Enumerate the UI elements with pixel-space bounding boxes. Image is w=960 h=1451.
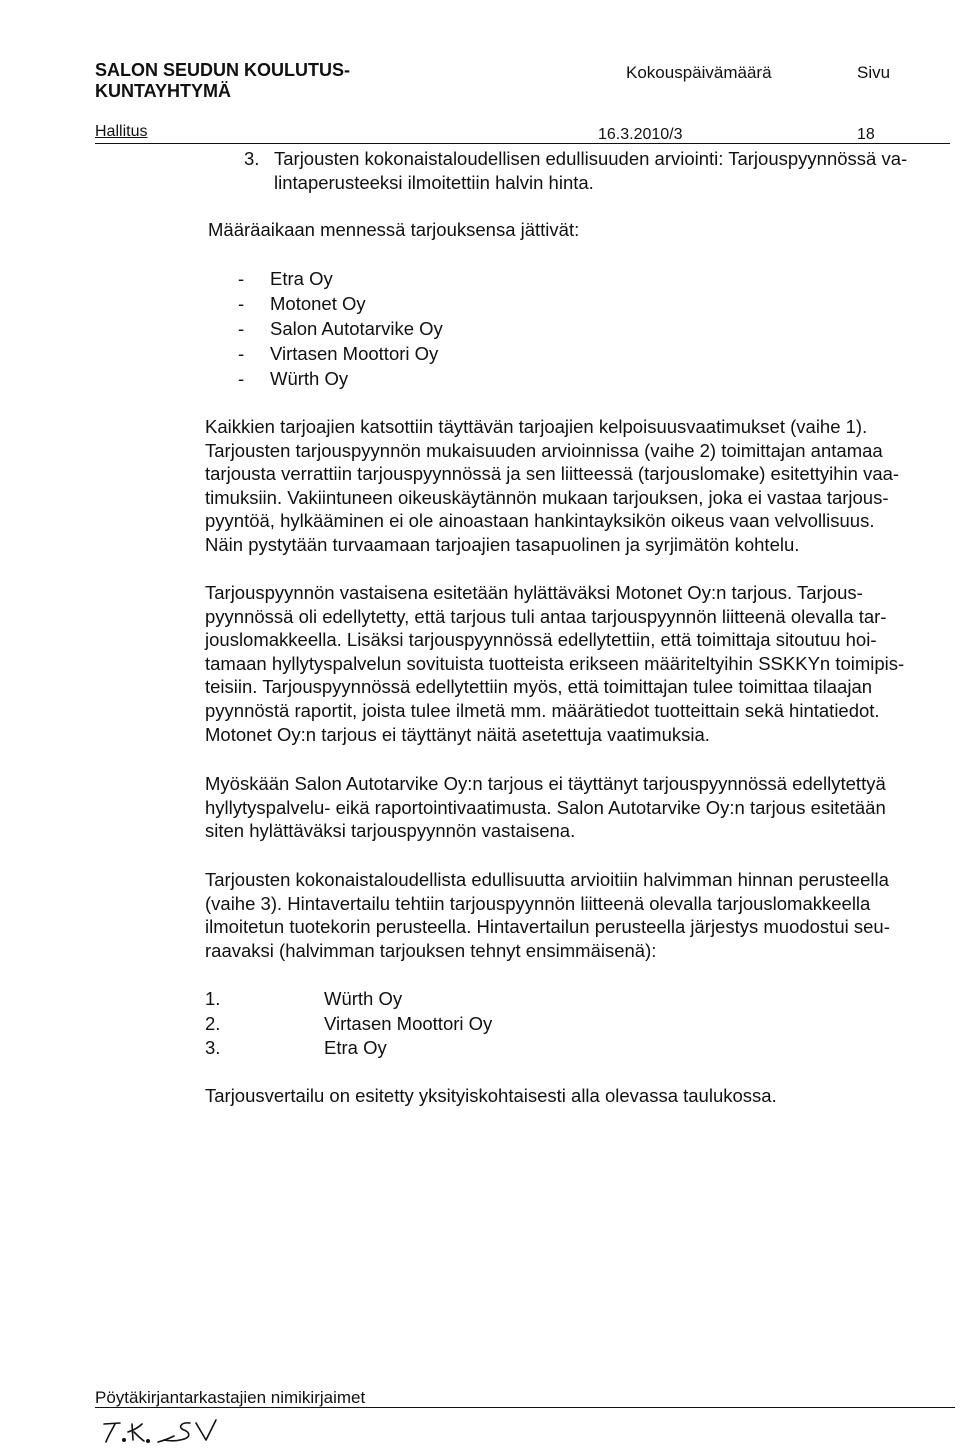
ranking-name: Etra Oy bbox=[324, 1037, 387, 1058]
text-line: hyllytyspalvelu- eikä raportointivaatimusta. Salon Autotarvike Oy:n tarjous esitetään bbox=[205, 796, 886, 818]
organization-name-line1: SALON SEUDUN KOULUTUS- bbox=[95, 60, 350, 80]
initials-signature-icon bbox=[100, 1418, 260, 1446]
text-line: Tarjousten tarjouspyynnön mukaisuuden arvioinnissa (vaihe 2) toimittajan antamaa bbox=[205, 439, 883, 461]
handwritten-initials bbox=[100, 1418, 260, 1451]
ranking-item bbox=[205, 987, 492, 1012]
price-comparison-paragraph bbox=[205, 868, 890, 962]
bidder-name: Salon Autotarvike Oy bbox=[270, 318, 443, 339]
header-rule bbox=[95, 143, 950, 144]
ranking-number: 2. bbox=[205, 1012, 221, 1034]
ranking-list bbox=[205, 987, 492, 1061]
text-line: Myöskään Salon Autotarvike Oy:n tarjous ei täyttänyt tarjouspyynnössä edellytettyä bbox=[205, 773, 886, 794]
bidder-list bbox=[222, 266, 443, 391]
governing-body: Hallitus bbox=[95, 123, 148, 140]
footer-rule bbox=[95, 1407, 955, 1408]
bidder-name: Motonet Oy bbox=[270, 293, 366, 314]
list-dash: - bbox=[238, 343, 245, 364]
rejection-salon-paragraph bbox=[205, 772, 886, 843]
text-line: Tarjouspyynnön vastaisena esitetään hylättäväksi Motonet Oy:n tarjous. Tarjous- bbox=[205, 582, 863, 603]
text-line: Tarjousten kokonaistaloudellisen edullisuuden arviointi: Tarjouspyynnössä va- bbox=[274, 148, 908, 169]
bidder-item bbox=[222, 316, 443, 341]
text-line: pyynnöstä raportit, joista tulee ilmetä mm. määrätiedot tuotteittain sekä hintatiedot. bbox=[205, 699, 880, 721]
organization-name bbox=[95, 60, 350, 102]
list-dash: - bbox=[238, 268, 245, 289]
list-dash: - bbox=[238, 368, 245, 389]
rejection-motonet-paragraph bbox=[205, 581, 904, 746]
page-number: 18 bbox=[857, 126, 875, 143]
text-line: Kaikkien tarjoajien katsottiin täyttävän tarjoajien kelpoisuusvaatimukset (vaihe 1). bbox=[205, 416, 868, 437]
text-line: timuksiin. Vakiintuneen oikeuskäytännön mukaan tarjouksen, joka ei vastaa tarjous- bbox=[205, 486, 889, 508]
eligibility-paragraph bbox=[205, 415, 899, 557]
meeting-date: 16.3.2010/3 bbox=[598, 126, 683, 143]
text-line: Näin pystytään turvaamaan tarjoajien tasapuolinen ja syrjimätön kohtelu. bbox=[205, 533, 800, 555]
list-dash: - bbox=[238, 293, 245, 314]
bidder-item bbox=[222, 266, 443, 291]
text-line: ilmoitetun tuotekorin perusteella. Hintavertailun perusteella järjestys muodostui seu- bbox=[205, 916, 890, 938]
ranking-number: 1. bbox=[205, 988, 221, 1009]
text-line: jouslomakkeella. Lisäksi tarjouspyynnössä edellytettiin, että toimittaja sitoutuu hoi- bbox=[205, 629, 877, 651]
text-line: tamaan hyllytyspalvelun sovituista tuotteista erikseen määriteltyihin SSKKYn toimipis- bbox=[205, 652, 905, 674]
bidder-item bbox=[222, 366, 443, 391]
ranking-item bbox=[205, 1036, 492, 1061]
bidder-name: Etra Oy bbox=[270, 268, 333, 289]
sub-header bbox=[95, 123, 950, 145]
bidder-name: Würth Oy bbox=[270, 368, 349, 389]
page-label: Sivu bbox=[857, 63, 891, 82]
text-line: teisiin. Tarjouspyynnössä edellytettiin myös, että toimittajan tulee toimittaa tilaajan bbox=[205, 676, 873, 698]
text-line: tarjousta verrattiin tarjouspyynnössä ja sen liitteessä (tarjouslomake) esitettyihin vaa- bbox=[205, 463, 900, 485]
text-line: siten hylättäväksi tarjouspyynnön vastaisena. bbox=[205, 820, 576, 842]
list-dash: - bbox=[238, 318, 245, 339]
text-line: pyyntöä, hylkääminen ei ole ainoastaan hankintayksikön oikeus vaan velvollisuus. bbox=[205, 510, 875, 532]
ranking-name: Würth Oy bbox=[324, 988, 403, 1009]
text-line: raavaksi (halvimman tarjouksen tehnyt ensimmäisenä): bbox=[205, 939, 657, 961]
bidder-name: Virtasen Moottori Oy bbox=[270, 343, 439, 364]
meeting-date-label: Kokouspäivämäärä bbox=[626, 63, 772, 82]
bidder-item bbox=[222, 291, 443, 316]
footer-label: Pöytäkirjantarkastajien nimikirjaimet bbox=[95, 1388, 366, 1407]
text-line: lintaperusteeksi ilmoitettiin halvin hinta. bbox=[274, 171, 594, 193]
text-line: Motonet Oy:n tarjous ei täyttänyt näitä asetettuja vaatimuksia. bbox=[205, 723, 710, 745]
text-line: Tarjousten kokonaistaloudellista edullisuutta arvioitiin halvimman hinnan perusteella bbox=[205, 869, 889, 890]
criteria-item-text bbox=[274, 147, 907, 194]
criteria-item-number: 3. bbox=[244, 148, 260, 169]
ranking-item bbox=[205, 1012, 492, 1037]
text-line: (vaihe 3). Hintavertailu tehtiin tarjouspyynnön liitteenä olevalla tarjouslomakkeella bbox=[205, 892, 871, 914]
organization-name-line2: KUNTAYHTYMÄ bbox=[95, 81, 232, 101]
ranking-name: Virtasen Moottori Oy bbox=[324, 1012, 493, 1034]
closing-sentence: Tarjousvertailu on esitetty yksityiskohtaisesti alla olevassa taulukossa. bbox=[205, 1085, 777, 1106]
text-line: pyynnössä oli edellytetty, että tarjous tuli antaa tarjouspyynnön liitteenä olevalla tar- bbox=[205, 605, 887, 627]
bidder-item bbox=[222, 341, 443, 366]
bidders-intro: Määräaikaan mennessä tarjouksensa jättivät: bbox=[208, 219, 580, 240]
ranking-number: 3. bbox=[205, 1037, 221, 1058]
